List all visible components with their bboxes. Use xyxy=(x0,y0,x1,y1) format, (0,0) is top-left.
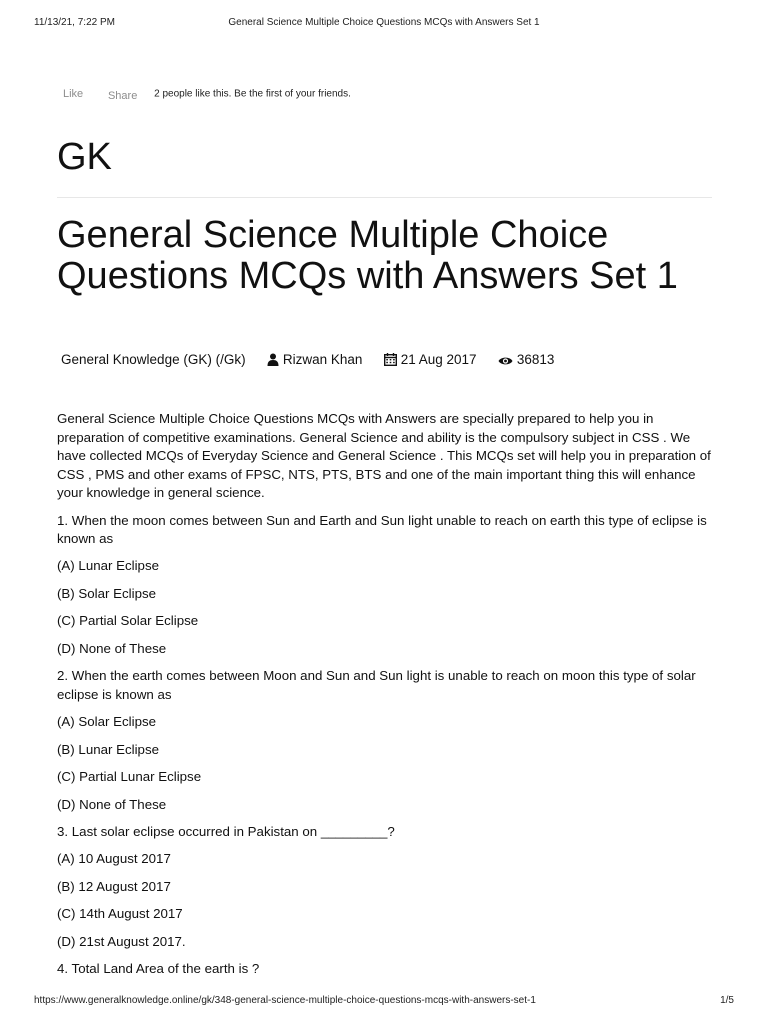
page-url: https://www.generalknowledge.online/gk/348-general-science-multiple-choice-questions-mcqs-with-answers-set-1 xyxy=(34,995,536,1006)
page-title: General Science Multiple Choice Questions MCQs with Answers Set 1 xyxy=(57,214,678,297)
views xyxy=(498,352,554,367)
question: 3. Last solar eclipse occurred in Pakistan on _________? xyxy=(57,824,395,840)
answer-option: (A) Lunar Eclipse xyxy=(57,558,159,574)
date xyxy=(384,352,477,367)
like-button[interactable]: Like xyxy=(63,88,84,100)
view-count: 36813 xyxy=(516,351,555,367)
answer-option: (A) 10 August 2017 xyxy=(57,851,171,867)
publish-date: 21 Aug 2017 xyxy=(400,351,477,367)
answer-option: (B) 12 August 2017 xyxy=(57,878,171,894)
facebook-like-bar xyxy=(63,88,351,104)
page-number: 1/5 xyxy=(720,995,734,1006)
article-body xyxy=(57,410,717,988)
print-title: General Science Multiple Choice Questions MCQs with Answers Set 1 xyxy=(228,17,540,28)
answer-option: (D) 21st August 2017. xyxy=(57,933,186,949)
eye-icon xyxy=(498,356,513,366)
answer-option: (D) None of These xyxy=(57,640,167,656)
answer-option: (B) Solar Eclipse xyxy=(57,585,157,601)
user-icon xyxy=(267,353,279,366)
print-header xyxy=(0,17,768,31)
like-count-text: 2 people like this. Be the first of your friends. xyxy=(154,88,351,100)
print-datetime: 11/13/21, 7:22 PM xyxy=(34,17,115,28)
question: 2. When the earth comes between Moon and Sun and Sun light is unable to reach on moon this type of solar eclipse is known as xyxy=(57,668,696,702)
category-link[interactable]: General Knowledge (GK) (/Gk) xyxy=(61,351,246,367)
answer-option: (C) Partial Lunar Eclipse xyxy=(57,769,202,785)
answer-option: (B) Lunar Eclipse xyxy=(57,741,159,757)
answer-option: (A) Solar Eclipse xyxy=(57,714,157,730)
question: 1. When the moon comes between Sun and Earth and Sun light unable to reach on earth this type of eclipse is known as xyxy=(57,512,707,546)
intro-paragraph: General Science Multiple Choice Questions MCQs with Answers are specially prepared to help you in preparation of competitive examinations. General Science and ability is the compulsory subject in CSS . We have collected MCQs of Everyday Science and General Science . This MCQs set will help you in preparation of CSS , PMS and other exams of FPSC, NTS, PTS, BTS and one of the main important thing this will enhance your knowledge in general science. xyxy=(57,411,711,500)
author xyxy=(267,352,362,367)
answer-option: (C) 14th August 2017 xyxy=(57,906,183,922)
site-logo-text[interactable]: GK xyxy=(57,136,112,178)
author-name: Rizwan Khan xyxy=(282,351,363,367)
answer-option: (D) None of These xyxy=(57,796,167,812)
answer-option: (C) Partial Solar Eclipse xyxy=(57,613,199,629)
question: 4. Total Land Area of the earth is ? xyxy=(57,961,260,977)
article-meta xyxy=(61,351,554,367)
calendar-icon xyxy=(384,353,397,366)
share-button[interactable]: Share xyxy=(107,90,138,102)
header-divider xyxy=(57,197,712,198)
